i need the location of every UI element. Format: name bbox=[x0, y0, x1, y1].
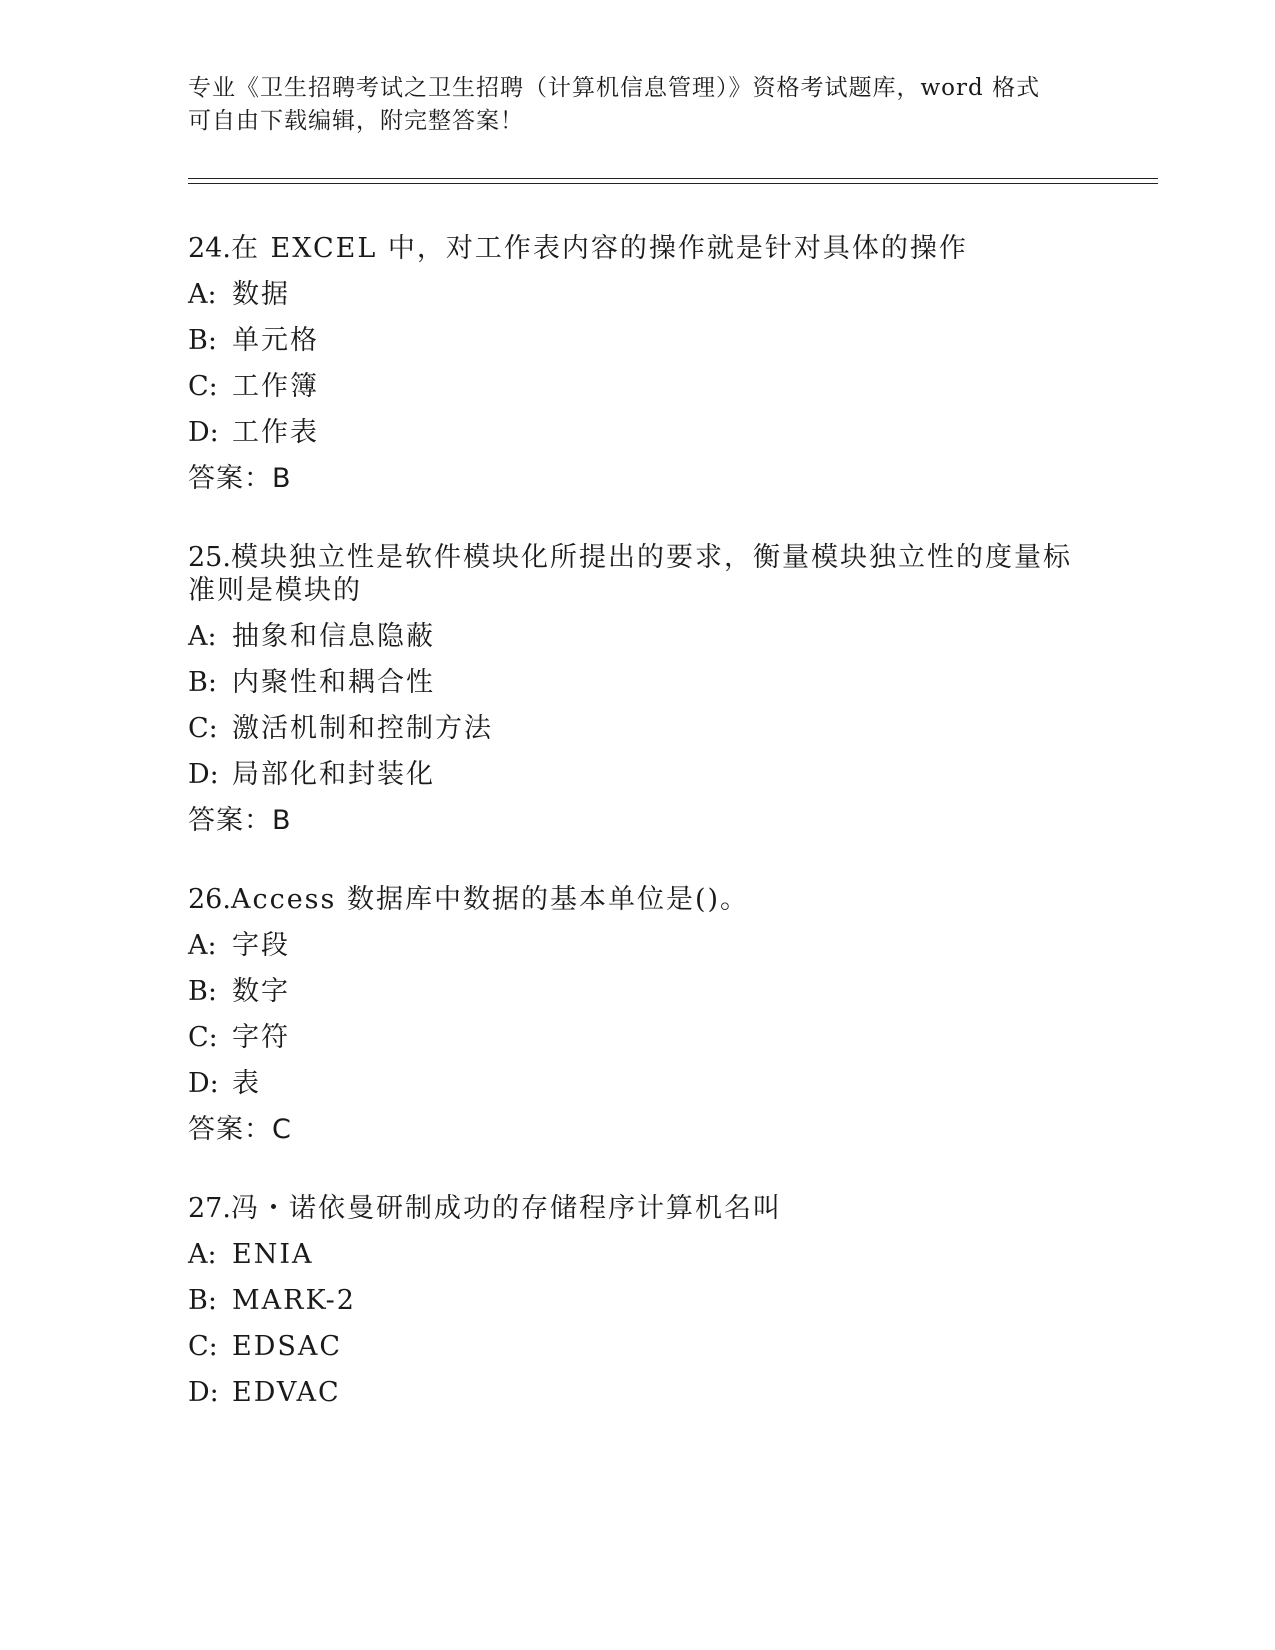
question-number: 25. bbox=[188, 542, 231, 573]
option-text: ENIA bbox=[232, 1239, 314, 1270]
question-25 bbox=[188, 541, 1088, 837]
header-divider-top bbox=[188, 178, 1158, 179]
option-text: 字段 bbox=[232, 930, 290, 961]
option-key: D: bbox=[188, 759, 219, 790]
option-text: 单元格 bbox=[232, 325, 319, 356]
option-a bbox=[188, 278, 1088, 311]
question-27 bbox=[188, 1192, 1088, 1409]
option-key: C: bbox=[188, 1331, 218, 1362]
question-text: 冯・诺依曼研制成功的存储程序计算机名叫 bbox=[230, 1193, 782, 1224]
question-26 bbox=[188, 883, 1088, 1146]
option-d bbox=[188, 1376, 1088, 1409]
option-b bbox=[188, 975, 1088, 1008]
option-text: 激活机制和控制方法 bbox=[232, 713, 493, 744]
option-c bbox=[188, 1021, 1088, 1054]
option-b bbox=[188, 1284, 1088, 1317]
question-text: 在 EXCEL 中，对工作表内容的操作就是针对具体的操作 bbox=[230, 233, 968, 264]
option-a bbox=[188, 620, 1088, 653]
option-c bbox=[188, 1330, 1088, 1363]
question-stem bbox=[188, 541, 1088, 607]
option-key: C: bbox=[188, 371, 218, 402]
option-b bbox=[188, 324, 1088, 357]
option-b bbox=[188, 666, 1088, 699]
option-text: 表 bbox=[232, 1068, 261, 1099]
option-text: 局部化和封装化 bbox=[232, 759, 435, 790]
option-key: D: bbox=[188, 1377, 219, 1408]
header-line-1: 专业《卫生招聘考试之卫生招聘（计算机信息管理）》资格考试题库，word 格式 bbox=[188, 75, 1041, 101]
option-key: B: bbox=[188, 667, 217, 698]
answer-line: 答案：B bbox=[188, 805, 292, 836]
option-d bbox=[188, 416, 1088, 449]
option-key: D: bbox=[188, 1068, 219, 1099]
question-list bbox=[188, 232, 1088, 1455]
option-text: 数字 bbox=[232, 976, 290, 1007]
option-key: B: bbox=[188, 1285, 217, 1316]
question-number: 27. bbox=[188, 1193, 231, 1224]
question-stem bbox=[188, 883, 1088, 916]
question-24 bbox=[188, 232, 1088, 495]
answer-line: 答案：B bbox=[188, 463, 292, 494]
option-d bbox=[188, 1067, 1088, 1100]
option-key: C: bbox=[188, 1022, 218, 1053]
option-a bbox=[188, 929, 1088, 962]
option-key: A: bbox=[188, 1239, 217, 1270]
question-number: 26. bbox=[188, 884, 231, 915]
option-text: 工作表 bbox=[232, 417, 319, 448]
option-text: 内聚性和耦合性 bbox=[232, 667, 435, 698]
option-key: A: bbox=[188, 621, 217, 652]
option-key: A: bbox=[188, 279, 217, 310]
question-text: Access 数据库中数据的基本单位是()。 bbox=[230, 884, 750, 915]
question-text: 模块独立性是软件模块化所提出的要求，衡量模块独立性的度量标 bbox=[230, 542, 1072, 573]
question-stem bbox=[188, 1192, 1088, 1225]
question-stem bbox=[188, 232, 1088, 265]
question-number: 24. bbox=[188, 233, 231, 264]
option-text: MARK-2 bbox=[232, 1285, 356, 1316]
option-key: B: bbox=[188, 325, 217, 356]
option-text: 数据 bbox=[232, 279, 290, 310]
option-text: EDSAC bbox=[232, 1331, 343, 1362]
option-d bbox=[188, 758, 1088, 791]
option-text: EDVAC bbox=[232, 1377, 341, 1408]
option-text: 抽象和信息隐蔽 bbox=[232, 621, 435, 652]
option-text: 工作簿 bbox=[232, 371, 319, 402]
option-a bbox=[188, 1238, 1088, 1271]
option-c bbox=[188, 712, 1088, 745]
document-header bbox=[188, 72, 1088, 138]
answer-line: 答案：C bbox=[188, 1114, 292, 1145]
header-line-2: 可自由下载编辑，附完整答案！ bbox=[188, 108, 524, 134]
question-text-continued: 准则是模块的 bbox=[188, 575, 362, 606]
header-divider-bottom bbox=[188, 183, 1158, 184]
option-c bbox=[188, 370, 1088, 403]
option-key: C: bbox=[188, 713, 218, 744]
option-key: B: bbox=[188, 976, 217, 1007]
option-key: A: bbox=[188, 930, 217, 961]
option-key: D: bbox=[188, 417, 219, 448]
option-text: 字符 bbox=[232, 1022, 290, 1053]
